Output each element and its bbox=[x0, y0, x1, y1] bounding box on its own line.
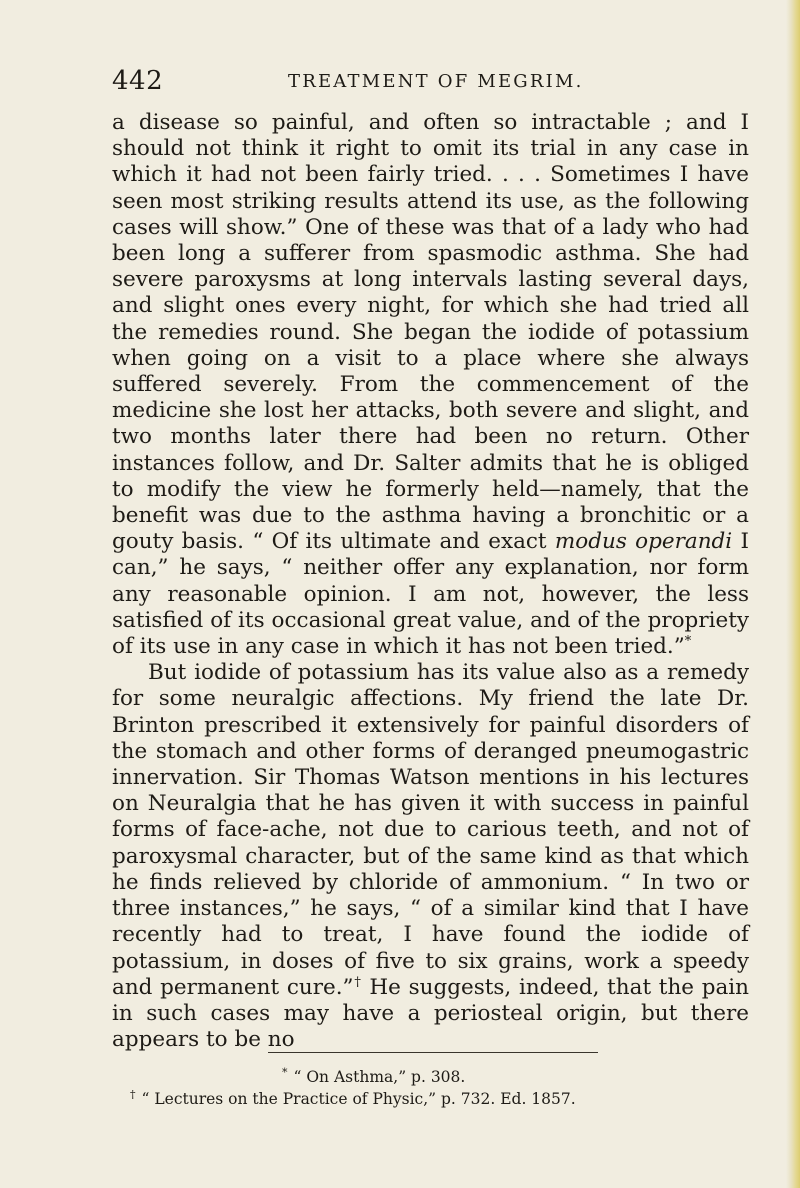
paragraph-2 bbox=[112, 660, 749, 1053]
paragraph-1 bbox=[112, 110, 749, 660]
footnote-reference-2: † bbox=[353, 974, 362, 990]
footnote-1 bbox=[130, 1066, 740, 1088]
page-edge-shading bbox=[786, 0, 800, 1188]
footnote-text: “ On Asthma,” p. 308. bbox=[293, 1068, 466, 1086]
italic-phrase: modus operandi bbox=[554, 529, 733, 555]
body-text bbox=[112, 110, 749, 1053]
running-head: TREATMENT OF MEGRIM. bbox=[288, 71, 584, 92]
text-segment: a disease so painful, and often so intractable ; and I should not think it right to omit its trial in any case in which it had not been fairly tried. . . . Sometimes I have seen most striking results attend its use, as the following cases will show.” One of these was that of a lady who had been long a sufferer from spasmodic asthma. She had severe paroxysms at long intervals lasting several days, and slight ones every night, for which she had tried all the remedies round. She began the iodide of potassium when going on a visit to a place where she always suffered severely. From the commencement of the medicine she lost her attacks, both severe and slight, and two months later there had been no return. Other instances follow, and Dr. Salter admits that he is obliged to modify the view he formerly held—namely, that the benefit was due to the asthma having a bronchitic or a gouty basis. “ Of its ultimate and exact bbox=[112, 110, 749, 555]
footnote-divider bbox=[268, 1052, 598, 1053]
page-header bbox=[112, 66, 752, 96]
footnote-mark: † bbox=[130, 1087, 136, 1101]
footnote-reference-1: * bbox=[684, 633, 692, 649]
footnote-mark: * bbox=[282, 1065, 288, 1079]
footnote-2 bbox=[130, 1088, 740, 1110]
footnote-text: “ Lectures on the Practice of Physic,” p. 732. Ed. 1857. bbox=[141, 1090, 576, 1108]
text-segment: But iodide of potassium has its value also as a remedy for some neuralgic affections. My friend the late Dr. Brinton prescribed it extensively for painful disorders of the stomach and other forms of deranged pneumogastric innervation. Sir Thomas Watson mentions in his lectures on Neuralgia that he has given it with success in painful forms of face-ache, not due to carious teeth, and not of paroxysmal character, but of the same kind as that which he finds relieved by chloride of ammonium. “ In two or three instances,” he says, “ of a similar kind that I have recently had to treat, I have found the iodide of potassium, in doses of five to six grains, work a speedy and permanent cure.” bbox=[112, 660, 749, 1000]
page-number: 442 bbox=[112, 66, 164, 96]
text-segment: I can,” he says, “ neither offer any explanation, nor form any reasonable opinion. I am not, however, the less satisfied of its occasional great value, and of the propriety of its use in any case in which it has not been tried.” bbox=[112, 529, 749, 660]
text-segment: He suggests, indeed, that the pain in such cases may have a periosteal origin, but there appears to be no bbox=[112, 974, 749, 1053]
footnotes bbox=[130, 1066, 740, 1110]
